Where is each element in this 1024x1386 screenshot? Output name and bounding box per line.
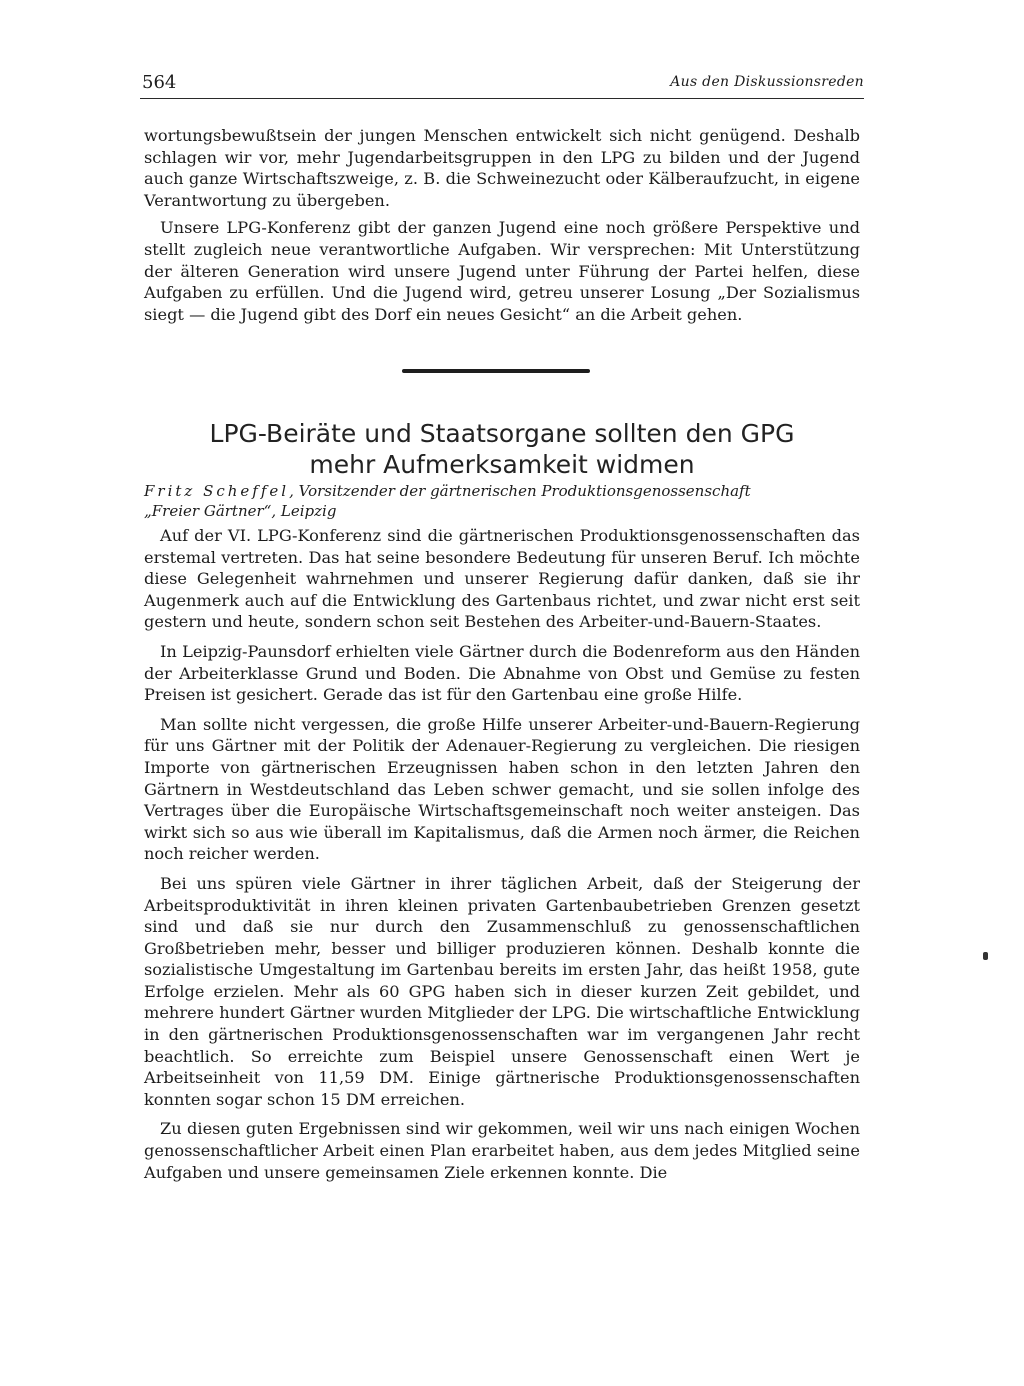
article-paragraph-2: In Leipzig-Paunsdorf erhielten viele Gärtner durch die Bodenreform aus den Händen der Arbeiterklasse Grund und Boden. Die Abnahme von Obst und Gemüse zu festen Preisen ist gesichert. Gerade das ist für den Gartenbau eine große Hilfe.: [144, 641, 860, 705]
article-title-line-1: LPG-Beiräte und Staatsorgane sollten den GPG: [209, 419, 795, 448]
section-divider: [402, 369, 590, 373]
article-title-line-2: mehr Aufmerksamkeit widmen: [309, 450, 695, 479]
author-byline: [144, 481, 860, 521]
intro-text: [144, 125, 860, 325]
intro-paragraph-2: Unsere LPG-Konferenz gibt der ganzen Jugend eine noch größere Perspektive und stellt zugleich neue verantwortliche Aufgaben. Wir versprechen: Mit Unterstützung der älteren Generation wird unsere Jugend unter Führung der Partei helfen, diese Aufgaben zu erfüllen. Und die Jugend wird, getreu unserer Losung „Der Sozialismus siegt — die Jugend gibt des Dorf ein neues Gesicht“ an die Arbeit gehen.: [144, 218, 860, 324]
author-role: , Vorsitzender der gärtnerischen Produktionsgenossenschaft: [289, 482, 751, 500]
article-paragraph-1: Auf der VI. LPG-Konferenz sind die gärtnerischen Produktionsgenossenschaften das erstemal vertreten. Das hat seine besondere Bedeutung für unseren Beruf. Ich möchte diese Gelegenheit wahrnehmen und unserer Regierung dafür danken, daß sie ihr Augenmerk auch auf die Entwicklung des Gartenbaus richtet, und zwar nicht erst seit gestern und heute, sondern schon seit Bestehen des Arbeiter-und-Bauern-Staates.: [144, 526, 860, 632]
article-paragraph-5: Zu diesen guten Ergebnissen sind wir gekommen, weil wir uns nach einigen Wochen genossenschaftlicher Arbeit einen Plan erarbeitet haben, aus dem jedes Mitglied seine Aufgaben und unsere gemeinsamen Ziele erkennen konnte. Die: [144, 1119, 860, 1182]
article-paragraph-3: Man sollte nicht vergessen, die große Hilfe unserer Arbeiter-und-Bauern-Regierung für uns Gärtner mit der Politik der Adenauer-Regierung zu vergleichen. Die riesigen Importe von gärtnerischen Erzeugnissen haben schon in den letzten Jahren den Gärtnern in Westdeutschland das Leben schwer gemacht, und sie sollen infolge des Vertrages über die Europäische Wirtschaftsgemeinschaft noch weiter ansteigen. Das wirkt sich so aus wie überall im Kapitalismus, daß die Armen noch ärmer, die Reichen noch reicher werden.: [144, 714, 860, 864]
print-speck: [983, 952, 988, 960]
author-organization: „Freier Gärtner“, Leipzig: [144, 502, 337, 520]
page-header: [140, 72, 864, 99]
article-title: [144, 418, 860, 480]
article-body: [144, 525, 860, 1183]
article-paragraph-4: Bei uns spüren viele Gärtner in ihrer täglichen Arbeit, daß der Steigerung der Arbeitsproduktivität in ihren kleinen privaten Gartenbaubetrieben Grenzen gesetzt sind und daß sie nur durch den Zusammenschluß zu genossenschaftlichen Großbetrieben mehr, besser und billiger produzieren können. Deshalb konnte die sozialistische Umgestaltung im Gartenbau bereits im ersten Jahr, das heißt 1958, gute Erfolge erzielen. Mehr als 60 GPG haben sich in dieser kurzen Zeit gebildet, und mehrere hundert Gärtner wurden Mitglieder der LPG. Die wirtschaftliche Entwicklung in den gärtnerischen Produktionsgenossenschaften war im vergangenen Jahr recht beachtlich. So erreichte zum Beispiel unsere Genossenschaft einen Wert je Arbeitseinheit von 11,59 DM. Einige gärtnerische Produktionsgenossenschaften konnten sogar schon 15 DM erreichen.: [144, 873, 860, 1109]
page-number: 564: [142, 72, 177, 93]
author-name: Fritz Scheffel: [144, 482, 290, 500]
intro-paragraph-1: wortungsbewußtsein der jungen Menschen entwickelt sich nicht genügend. Deshalb schlagen wir vor, mehr Jugendarbeitsgruppen in den LPG zu bilden und der Jugend auch ganze Wirtschaftszweige, z. B. die Schweinezucht oder Kälberaufzucht, in eigene Verantwortung zu übergeben.: [144, 126, 860, 210]
running-head: Aus den Diskussionsreden: [670, 74, 864, 90]
